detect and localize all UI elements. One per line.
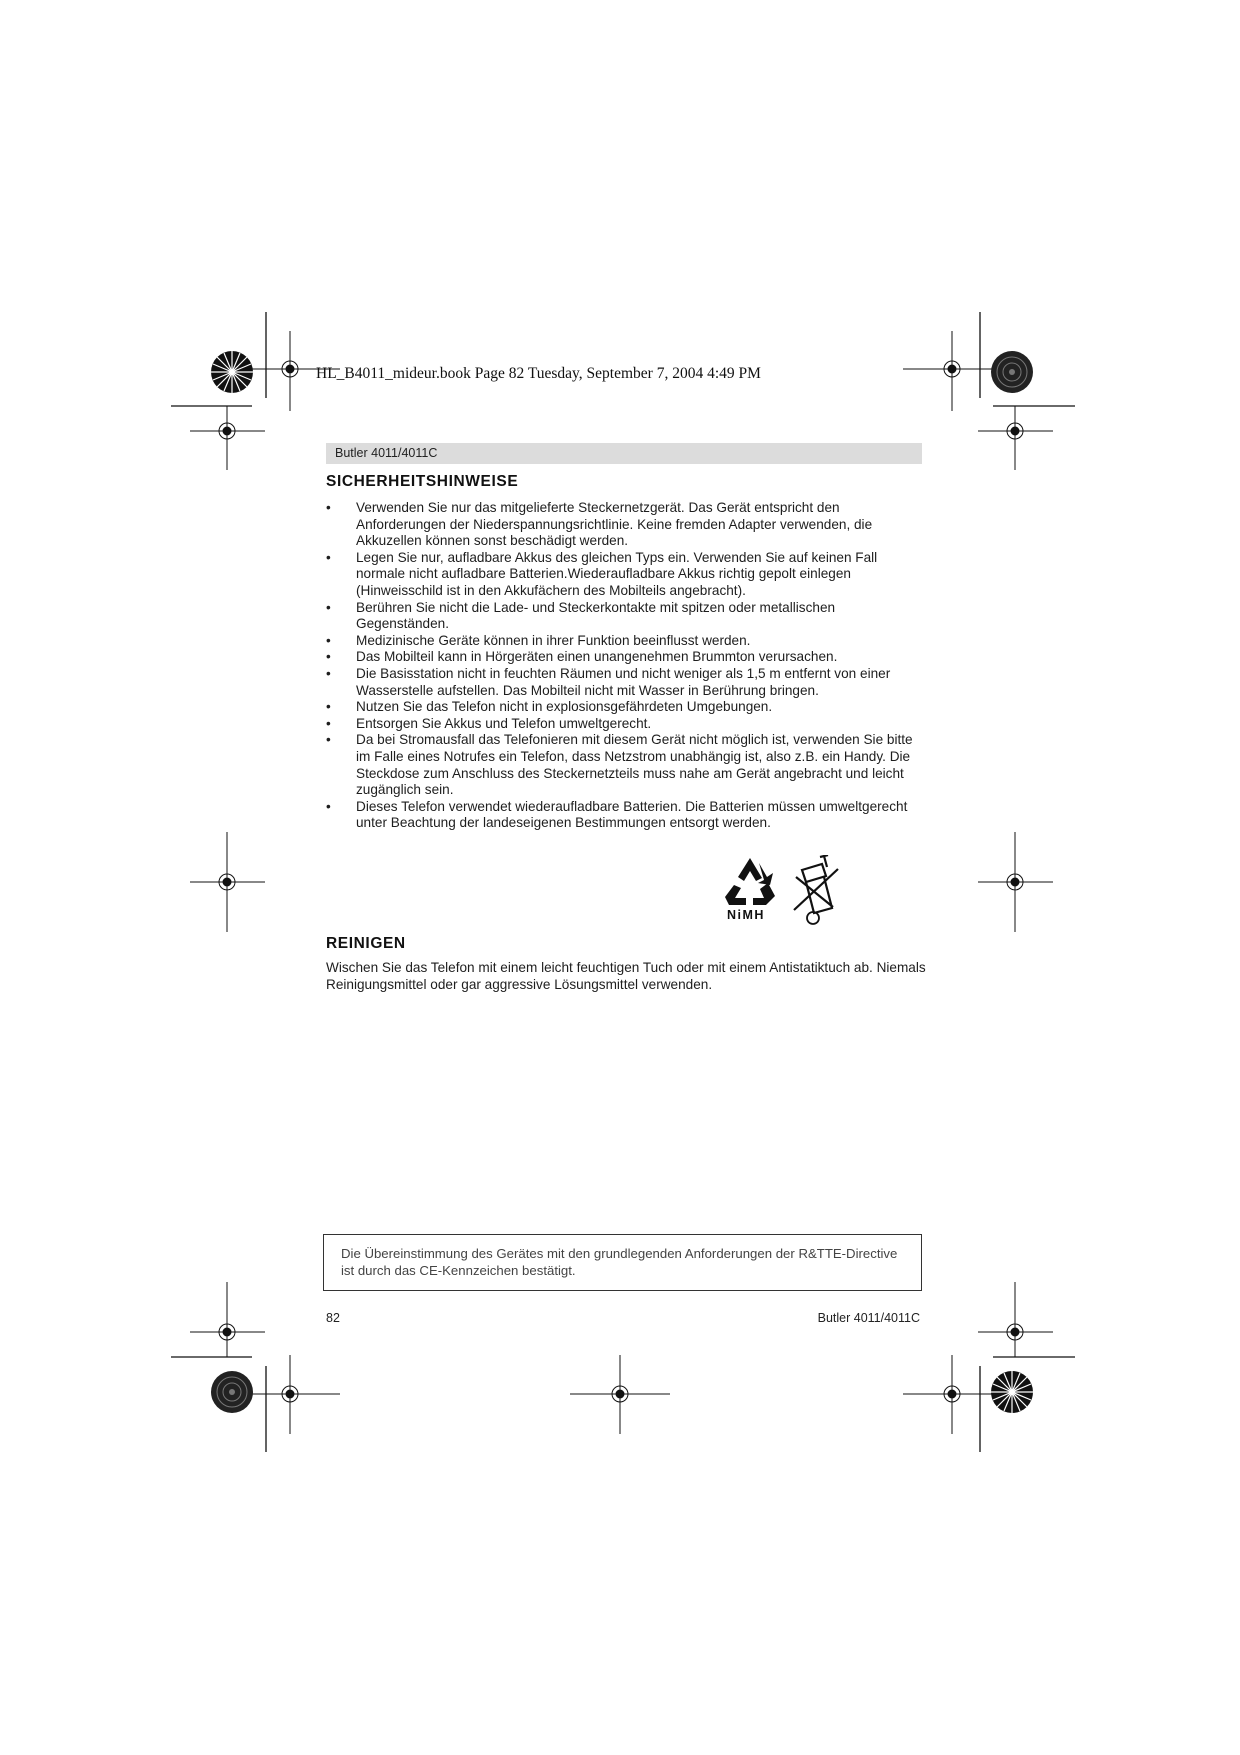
disposal-symbols	[720, 855, 850, 935]
crossed-out-bin-icon	[794, 855, 838, 924]
starburst-mark	[211, 351, 253, 393]
registration-mark	[190, 1282, 265, 1357]
section-title-cleaning: REINIGEN	[326, 935, 406, 952]
list-item: • Das Mobilteil kann in Hörgeräten einen unangenehmen Brummton verursachen.	[326, 649, 926, 666]
starburst-mark	[991, 1371, 1033, 1413]
registration-mark	[978, 406, 1053, 470]
registration-mark	[240, 1355, 340, 1434]
safety-list	[326, 500, 926, 832]
ce-notice-box	[323, 1234, 922, 1291]
halftone-mark	[991, 351, 1033, 393]
page-number: 82	[326, 1311, 340, 1325]
section-title-safety: SICHERHEITSHINWEISE	[326, 473, 519, 490]
halftone-mark	[211, 1371, 253, 1413]
list-item: • Entsorgen Sie Akkus und Telefon umweltgerecht.	[326, 716, 926, 733]
list-item: • Berühren Sie nicht die Lade- und Steckerkontakte mit spitzen oder metallischen Gegenständen.	[326, 600, 926, 633]
footer-product: Butler 4011/4011C	[817, 1311, 920, 1325]
registration-mark	[903, 1355, 1003, 1434]
list-item: • Da bei Stromausfall das Telefonieren mit diesem Gerät nicht möglich ist, verwenden Sie bitte im Falle eines Notrufes ein Telefon, dass Netzstrom unabhängig ist, also z.B. ein Handy. Die Steckdose zum Anschluss des Steckernetzteils muss nahe am Gerät angebracht und leicht zugänglich sein.	[326, 732, 926, 798]
registration-mark	[903, 331, 1003, 411]
list-item: • Medizinische Geräte können in ihrer Funktion beeinflusst werden.	[326, 633, 926, 650]
registration-mark	[190, 832, 265, 932]
running-header: Butler 4011/4011C	[335, 446, 438, 460]
ce-notice-text: Die Übereinstimmung des Gerätes mit den grundlegenden Anforderungen der R&TTE-Directive ist durch das CE-Kennzeichen bestätigt.	[341, 1246, 898, 1278]
list-item: • Verwenden Sie nur das mitgelieferte Steckernetzgerät. Das Gerät entspricht den Anforderungen der Niederspannungsrichtlinie. Keine fremden Adapter verwenden, die Akkuzellen können sonst beschädigt werden.	[326, 500, 926, 550]
cleaning-text: Wischen Sie das Telefon mit einem leicht feuchtigen Tuch oder mit einem Antistatiktuch ab. Niemals Reinigungsmittel oder gar aggressive Lösungsmittel verwenden.	[326, 960, 926, 992]
list-item: • Dieses Telefon verwendet wiederaufladbare Batterien. Die Batterien müssen umweltgerecht unter Beachtung der landeseigenen Bestimmungen entsorgt werden.	[326, 799, 926, 832]
registration-mark	[570, 1355, 670, 1434]
registration-mark	[190, 406, 265, 470]
recycle-icon	[725, 858, 775, 905]
list-item: • Die Basisstation nicht in feuchten Räumen und nicht weniger als 1,5 m entfernt von einer Wasserstelle aufstellen. Das Mobilteil nicht mit Wasser in Berührung bringen.	[326, 666, 926, 699]
list-item: • Legen Sie nur, aufladbare Akkus des gleichen Typs ein. Verwenden Sie auf keinen Fall normale nicht aufladbare Batterien.Wiederaufladbare Akkus richtig gepolt einlegen (Hinweisschild ist in den Akkufächern des Mobilteils angebracht).	[326, 550, 926, 600]
registration-mark	[978, 1282, 1053, 1357]
registration-mark	[978, 832, 1053, 932]
list-item: • Nutzen Sie das Telefon nicht in explosionsgefährdeten Umgebungen.	[326, 699, 926, 716]
battery-type-label: NiMH	[727, 908, 765, 922]
running-header-band	[326, 443, 922, 464]
print-header: HL_B4011_mideur.book Page 82 Tuesday, September 7, 2004 4:49 PM	[316, 365, 761, 382]
